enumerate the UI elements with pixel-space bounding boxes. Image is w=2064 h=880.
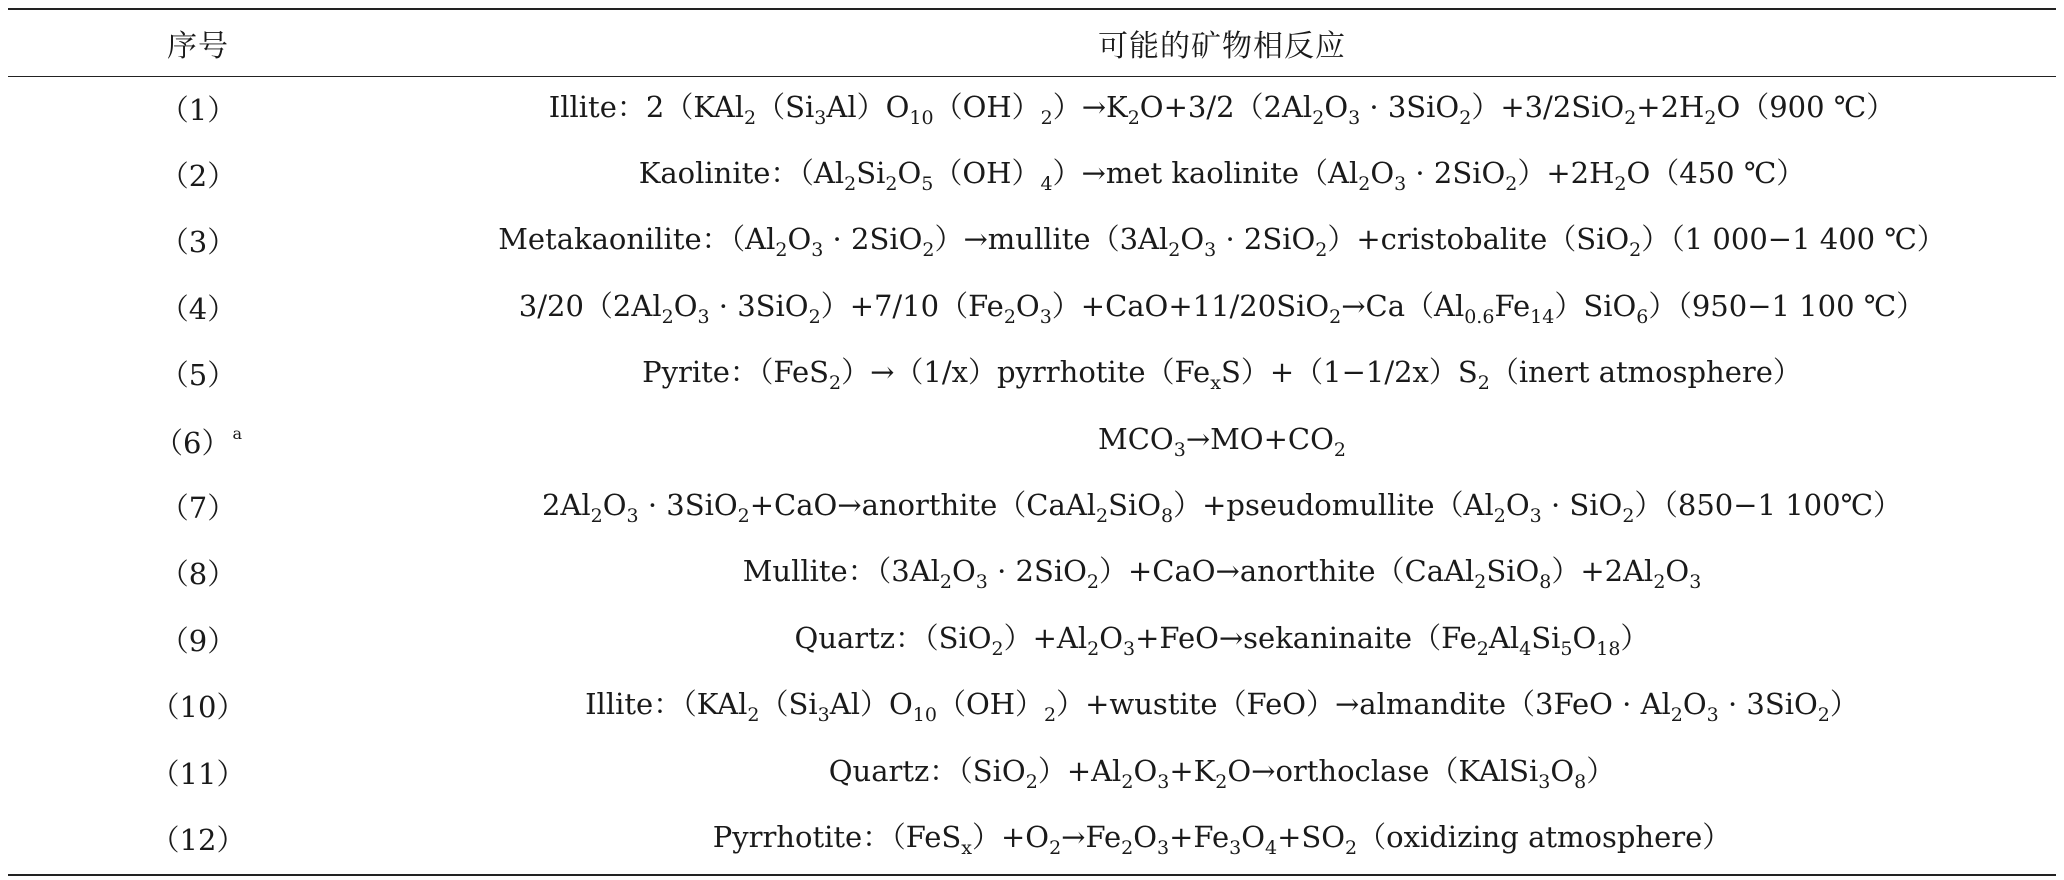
subscript: 14 (1530, 305, 1555, 328)
reaction-table-container (8, 8, 2056, 872)
equation-text: · 2SiO (1406, 156, 1506, 191)
equation-text: Quartz：（SiO (794, 620, 992, 655)
subscript: 2 (1315, 239, 1328, 262)
equation-text: O (1572, 620, 1597, 655)
equation-text: ）→（1/x）pyrrhotite（Fe (841, 355, 1211, 390)
subscript: 3 (626, 505, 639, 528)
subscript: 2 (1044, 704, 1057, 727)
subscript: 8 (1161, 505, 1174, 528)
equation-text: →Fe (1061, 819, 1122, 854)
equation-text: 2Al (541, 488, 591, 523)
row-number-text: （6） (154, 426, 231, 461)
subscript: 8 (1539, 571, 1552, 594)
reaction-equation-cell (388, 143, 2056, 209)
equation-text: O (1505, 488, 1530, 523)
subscript: 2 (1168, 239, 1181, 262)
equation-text: Illite：2（KAl (548, 89, 745, 124)
equation-text: O (1133, 753, 1158, 788)
subscript: 3 (1348, 106, 1361, 129)
subscript: 2 (1127, 106, 1140, 129)
equation-text: （OH） (933, 89, 1041, 124)
equation-text: ）+3/2SiO (1471, 89, 1625, 124)
equation-text: ）+2Al (1551, 554, 1654, 589)
subscript: 2 (939, 571, 952, 594)
equation-text: +SO (1277, 819, 1346, 854)
equation-text: ）（950−1 100 ℃） (1648, 288, 1926, 323)
row-number (8, 741, 388, 807)
row-number (8, 210, 388, 276)
table-header-row (8, 9, 2056, 77)
row-number (8, 675, 388, 741)
subscript: 2 (747, 704, 760, 727)
row-number-text: （5） (159, 358, 237, 393)
row-number (8, 143, 388, 209)
subscript: 3 (1706, 704, 1719, 727)
equation-text: Pyrrhotite：（FeS (712, 819, 962, 854)
reaction-equation (742, 554, 1702, 594)
row-number (8, 542, 388, 608)
reaction-equation-cell (388, 77, 2056, 144)
subscript: x (1210, 372, 1221, 395)
reaction-equation-cell (388, 807, 2056, 874)
equation-text: ）+CaO→anorthite（CaAl (1098, 554, 1475, 589)
row-number (8, 608, 388, 674)
subscript: 3 (814, 106, 827, 129)
reaction-equation-cell (388, 210, 2056, 276)
equation-text: +FeO→sekaninaite（Fe (1135, 620, 1477, 655)
equation-text: O (951, 554, 976, 589)
row-number (8, 807, 388, 874)
equation-text: ） (1620, 620, 1650, 655)
subscript: 2 (922, 239, 935, 262)
equation-text: （Si (756, 89, 815, 124)
equation-text: 3/20（2Al (518, 288, 662, 323)
equation-text: ） (1829, 687, 1859, 722)
equation-text: Fe (1494, 288, 1531, 323)
equation-text: Quartz：（SiO (828, 753, 1026, 788)
table-row (8, 210, 2056, 276)
subscript: 2 (661, 305, 674, 328)
equation-text: O (1180, 222, 1205, 257)
equation-text: ）+Al (1003, 620, 1088, 655)
subscript: 3 (975, 571, 988, 594)
equation-text: Si (1531, 620, 1561, 655)
equation-text: MCO (1098, 421, 1174, 456)
equation-text: （inert atmosphere） (1489, 355, 1802, 390)
equation-text: Pyrite：（FeS (642, 355, 829, 390)
subscript: 2 (1477, 372, 1490, 395)
equation-text: · 3SiO (709, 288, 809, 323)
subscript: 2 (1003, 305, 1016, 328)
equation-text: · SiO (1541, 488, 1623, 523)
equation-text: +K (1169, 753, 1216, 788)
subscript: 2 (1329, 305, 1342, 328)
row-number-text: （9） (159, 623, 237, 658)
subscript: 3 (1204, 239, 1217, 262)
equation-text: ）+cristobalite（SiO (1327, 222, 1630, 257)
subscript: 3 (1157, 836, 1170, 859)
subscript: 2 (1670, 704, 1683, 727)
subscript: 10 (909, 106, 934, 129)
equation-text: Al）O (829, 687, 913, 722)
equation-text: O+3/2（2Al (1139, 89, 1313, 124)
equation-text: ）+7/10（Fe (820, 288, 1004, 323)
footnote-marker: a (232, 424, 242, 444)
subscript: 2 (1087, 637, 1100, 660)
reaction-equation-cell (388, 675, 2056, 741)
subscript: 2 (737, 505, 750, 528)
row-number-text: （2） (159, 159, 237, 194)
equation-text: ）→K (1052, 89, 1128, 124)
subscript: 2 (991, 637, 1004, 660)
equation-text: ）+O (971, 819, 1050, 854)
subscript: 3 (1538, 770, 1551, 793)
reaction-equation-cell (388, 608, 2056, 674)
subscript: 3 (1229, 836, 1242, 859)
table-row (8, 608, 2056, 674)
row-number (8, 409, 388, 475)
row-number-text: （7） (159, 491, 237, 526)
subscript: 2 (1474, 571, 1487, 594)
subscript: 2 (1096, 505, 1109, 528)
equation-text: O (1370, 156, 1395, 191)
equation-text: →Ca（Al (1341, 288, 1465, 323)
equation-text: ）+pseudomullite（Al (1173, 488, 1494, 523)
equation-text: O (897, 156, 922, 191)
equation-text: ）→mullite（3Al (934, 222, 1169, 257)
subscript: 6 (1636, 305, 1649, 328)
reaction-equation (712, 819, 1732, 859)
table-row (8, 675, 2056, 741)
reaction-equation-cell (388, 741, 2056, 807)
equation-text: Metakaonilite：（Al (498, 222, 776, 257)
header-seq: 序号 (167, 29, 229, 64)
subscript: 8 (1574, 770, 1587, 793)
subscript: 2 (1345, 836, 1358, 859)
equation-text: S）+（1−1/2x）S (1220, 355, 1478, 390)
equation-text: O (602, 488, 627, 523)
subscript: 2 (1704, 106, 1717, 129)
table-row (8, 475, 2056, 541)
subscript: 5 (921, 173, 934, 196)
equation-text: +Fe (1169, 819, 1230, 854)
equation-text: +2H (1636, 89, 1705, 124)
equation-text: O (1133, 819, 1158, 854)
subscript: 3 (1173, 438, 1186, 461)
row-number (8, 343, 388, 409)
equation-text: +CaO→anorthite（CaAl (749, 488, 1096, 523)
subscript: 2 (1624, 106, 1637, 129)
equation-text: Al）O (826, 89, 910, 124)
equation-text: ）+2H (1517, 156, 1615, 191)
equation-text: ）+wustite（FeO）→almandite（3FeO · Al (1056, 687, 1671, 722)
reaction-equation-cell (388, 409, 2056, 475)
equation-text: O（450 ℃） (1626, 156, 1806, 191)
subscript: 2 (1476, 637, 1489, 660)
equation-text: O (1324, 89, 1349, 124)
reaction-equation (638, 156, 1806, 196)
subscript: 2 (1333, 438, 1346, 461)
equation-text: O (1099, 620, 1124, 655)
equation-text: · 2SiO (1216, 222, 1316, 257)
reaction-equation (541, 488, 1903, 528)
equation-text: · 2SiO (823, 222, 923, 257)
row-number-text: （8） (159, 557, 237, 592)
subscript: 2 (590, 505, 603, 528)
equation-text: Mullite：（3Al (742, 554, 940, 589)
reaction-equation-cell (388, 343, 2056, 409)
subscript: 3 (1529, 505, 1542, 528)
equation-text: O (1550, 753, 1575, 788)
subscript: 4 (1519, 637, 1532, 660)
reaction-equation (1098, 421, 1346, 461)
equation-text: · 3SiO (1718, 687, 1818, 722)
table-row (8, 409, 2056, 475)
equation-text: O (673, 288, 698, 323)
subscript: 3 (811, 239, 824, 262)
equation-text: · 3SiO (638, 488, 738, 523)
subscript: 0.6 (1464, 305, 1495, 328)
row-number (8, 276, 388, 342)
subscript: 2 (829, 372, 842, 395)
equation-text: SiO (1108, 488, 1162, 523)
subscript: 2 (1215, 770, 1228, 793)
subscript: 3 (1689, 571, 1702, 594)
row-number (8, 77, 388, 144)
equation-text: O (1015, 288, 1040, 323)
subscript: x (961, 836, 972, 859)
reaction-equation (828, 753, 1616, 793)
subscript: 2 (1459, 106, 1472, 129)
equation-text: O (787, 222, 812, 257)
equation-text: O（900 ℃） (1716, 89, 1896, 124)
row-number (8, 475, 388, 541)
equation-text: SiO (1486, 554, 1540, 589)
equation-text: ）SiO (1554, 288, 1637, 323)
subscript: 5 (1560, 637, 1573, 660)
equation-text: ）+CaO+11/20SiO (1051, 288, 1330, 323)
equation-text: Illite：（KAl (585, 687, 748, 722)
subscript: 2 (844, 173, 857, 196)
subscript: 2 (1025, 770, 1038, 793)
equation-text: O (1682, 687, 1707, 722)
table-row (8, 143, 2056, 209)
equation-text: O→orthoclase（KAlSi (1227, 753, 1539, 788)
table-row (8, 276, 2056, 342)
row-number-text: （3） (159, 225, 237, 260)
subscript: 2 (1629, 239, 1642, 262)
equation-text: ）（1 000−1 400 ℃） (1641, 222, 1946, 257)
reaction-equation-cell (388, 475, 2056, 541)
row-number-text: （11） (150, 756, 246, 791)
equation-text: （oxidizing atmosphere） (1357, 819, 1732, 854)
subscript: 3 (1394, 173, 1407, 196)
subscript: 4 (1040, 173, 1053, 196)
subscript: 2 (1121, 770, 1134, 793)
equation-text: ） (1586, 753, 1616, 788)
row-number-text: （10） (150, 690, 246, 725)
equation-text: （OH） (936, 687, 1045, 722)
subscript: 3 (1039, 305, 1052, 328)
equation-text: ）（850−1 100℃） (1634, 488, 1903, 523)
subscript: 18 (1596, 637, 1621, 660)
subscript: 2 (1086, 571, 1099, 594)
subscript: 4 (1265, 836, 1278, 859)
equation-text: ）+Al (1037, 753, 1122, 788)
reaction-equation (548, 89, 1896, 129)
equation-text: →MO+CO (1185, 421, 1334, 456)
equation-text: （OH） (933, 156, 1041, 191)
subscript: 2 (1312, 106, 1325, 129)
subscript: 2 (885, 173, 898, 196)
table-row (8, 741, 2056, 807)
table-row (8, 542, 2056, 608)
subscript: 10 (912, 704, 937, 727)
subscript: 2 (808, 305, 821, 328)
equation-text: · 3SiO (1360, 89, 1460, 124)
reaction-equation (642, 355, 1802, 395)
equation-text: O (1665, 554, 1690, 589)
subscript: 3 (697, 305, 710, 328)
subscript: 2 (1358, 173, 1371, 196)
subscript: 2 (1505, 173, 1518, 196)
subscript: 3 (1157, 770, 1170, 793)
table-row (8, 807, 2056, 874)
reaction-equation-cell (388, 542, 2056, 608)
row-number-text: （12） (150, 822, 246, 857)
subscript: 2 (1817, 704, 1830, 727)
row-number-text: （4） (159, 291, 237, 326)
reaction-equation (794, 620, 1650, 660)
row-number-text: （1） (159, 92, 237, 127)
reaction-table (8, 8, 2056, 876)
header-reaction: 可能的矿物相反应 (1098, 29, 1346, 64)
subscript: 2 (1121, 836, 1134, 859)
equation-text: O (1241, 819, 1265, 854)
reaction-equation-cell (388, 276, 2056, 342)
subscript: 2 (775, 239, 788, 262)
reaction-equation (518, 288, 1926, 328)
equation-text: ）→met kaolinite（Al (1052, 156, 1359, 191)
subscript: 2 (1653, 571, 1666, 594)
subscript: 2 (1049, 836, 1062, 859)
subscript: 2 (1040, 106, 1053, 129)
subscript: 2 (1493, 505, 1506, 528)
table-body (8, 77, 2056, 875)
reaction-equation (585, 687, 1859, 727)
table-row (8, 77, 2056, 144)
subscript: 3 (817, 704, 830, 727)
equation-text: · 2SiO (987, 554, 1087, 589)
subscript: 2 (1622, 505, 1635, 528)
reaction-equation (498, 222, 1946, 262)
equation-text: Si (856, 156, 886, 191)
equation-text: Al (1488, 620, 1520, 655)
subscript: 2 (744, 106, 757, 129)
equation-text: （Si (759, 687, 818, 722)
equation-text: Kaolinite：（Al (638, 156, 845, 191)
subscript: 3 (1123, 637, 1136, 660)
table-row (8, 343, 2056, 409)
subscript: 2 (1614, 173, 1627, 196)
